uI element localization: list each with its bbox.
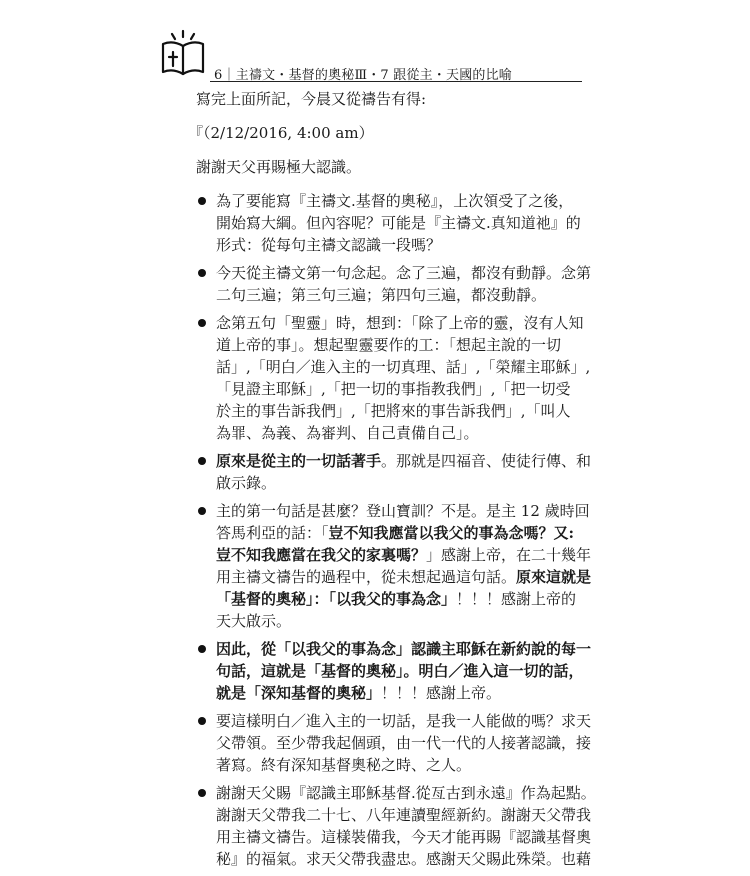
bullet-line — [216, 356, 591, 378]
bullet-dot-icon — [198, 645, 206, 653]
bullet-item — [196, 190, 580, 256]
bullet-line — [216, 262, 592, 284]
body-text: ！！！感謝上帝的 — [456, 590, 577, 608]
bullet-line — [216, 710, 592, 732]
bullet-item — [196, 638, 592, 704]
bullet-dot-icon — [198, 507, 206, 515]
bullet-line — [216, 754, 580, 776]
bullet-line — [216, 422, 580, 444]
body-text: 念第五句「聖靈」時，想到：「除了上帝的靈，沒有人知 — [216, 314, 584, 332]
body-text: ！！！感謝上帝。 — [381, 684, 502, 702]
body-text: 用主禱文禱告的過程中，從未想起過這句話。 — [216, 568, 517, 586]
body-text: 答馬利亞的話：「 — [216, 524, 329, 542]
bullet-line — [216, 732, 592, 754]
bullet-line — [216, 804, 592, 826]
body-text: 主的第一句話是甚麼？登山寶訓？不是。是主 12 歲時回 — [216, 502, 590, 520]
page-body — [188, 88, 596, 876]
bullet-line — [216, 660, 584, 682]
body-text: 秘』的福氣。求天父帶我盡忠。感謝天父賜此殊榮。也藉 — [216, 850, 592, 868]
bullet-line — [216, 334, 580, 356]
bullet-line — [216, 638, 592, 660]
bullet-line — [216, 312, 584, 334]
body-text: 於主的事告訴我們」,「把將來的事告訴我們」,「叫人 — [216, 402, 571, 420]
bullet-line — [216, 234, 580, 256]
bullet-line — [216, 566, 592, 588]
bullet-line — [216, 450, 592, 472]
bold-text: 豈不知我應當在我父的家裏嗎？ — [216, 546, 427, 564]
body-text: 啟示錄。 — [216, 474, 277, 492]
bold-text: 豈不知我應當以我父的事為念嗎？又: — [328, 524, 575, 542]
body-text: 著寫。終有深知基督奧秘之時、之人。 — [216, 756, 472, 774]
body-text: 父帶領。至少帶我起個頭，由一代一代的人接著認識，接 — [216, 734, 592, 752]
bold-text: 句話，這就是「基督的奧秘」。明白／進入這一切的話， — [216, 662, 584, 680]
bullet-list — [196, 190, 596, 870]
bullet-line — [216, 500, 590, 522]
body-text: 要這樣明白／進入主的一切話，是我一人能做的嗎？求天 — [216, 712, 592, 730]
page-header — [158, 28, 582, 84]
bullet-dot-icon — [198, 197, 206, 205]
bullet-line — [216, 522, 580, 544]
body-text: 開始寫大綱。但內容呢？可能是『主禱文.真知道祂』的 — [216, 214, 581, 232]
bullet-line — [216, 610, 580, 632]
bullet-line — [216, 190, 580, 212]
body-text: 。那就是四福音、使徒行傳、和 — [381, 452, 592, 470]
body-text: 形式：從每句主禱文認識一段嗎？ — [216, 236, 442, 254]
body-text: 為罪、為義、為審判、自己責備自己」。 — [216, 424, 479, 442]
bullet-item — [196, 312, 591, 444]
running-header: 6｜主禱文・基督的奧秘Ⅲ・7 跟從主・天國的比喻 — [214, 68, 513, 83]
bullet-line — [216, 284, 580, 306]
bullet-item — [196, 450, 592, 494]
bullet-line — [216, 212, 580, 234]
body-text: 「見證主耶穌」,「把一切的事指教我們」,「把一切受 — [216, 380, 571, 398]
bullet-dot-icon — [198, 319, 206, 327]
thanks-line: 謝謝天父再賜極大認識。 — [196, 158, 362, 176]
body-text: 謝謝天父帶我二十七、八年連讀聖經新約。謝謝天父帶我 — [216, 806, 592, 824]
bullet-line — [216, 848, 592, 870]
bullet-line — [216, 472, 580, 494]
bullet-dot-icon — [198, 457, 206, 465]
bullet-item — [196, 262, 592, 306]
bullet-dot-icon — [198, 717, 206, 725]
body-text: 今天從主禱文第一句念起。念了三遍，都沒有動靜。念第 — [216, 264, 592, 282]
bullet-dot-icon — [198, 269, 206, 277]
bullet-line — [216, 544, 592, 566]
bold-text: 就是「深知基督的奧秘」 — [216, 684, 382, 702]
bullet-line — [216, 588, 580, 610]
body-text: 用主禱文禱告。這樣裝備我，今天才能再賜『認識基督奧 — [216, 828, 592, 846]
bold-text: 原來這就是 — [516, 568, 592, 586]
body-text: 道上帝的事」。想起聖靈要作的工：「想起主說的一切 — [216, 336, 562, 354]
bullet-line — [216, 378, 580, 400]
bullet-item — [196, 782, 596, 870]
body-text: 為了要能寫『主禱文.基督的奧秘』，上次領受了之後， — [216, 192, 574, 210]
bullet-line — [216, 782, 596, 804]
bold-text: 因此，從「以我父的事為念」認識主耶穌在新約說的每一 — [216, 640, 592, 658]
bullet-line — [216, 682, 580, 704]
date-line: 『（2/12/2016, 4:00 am） — [188, 124, 374, 142]
bullet-line — [216, 400, 580, 422]
bold-text: 「基督的奧秘」：「以我父的事為念」 — [216, 590, 457, 608]
body-text: 謝謝天父賜『認識主耶穌基督.從亙古到永遠』作為起點。 — [216, 784, 596, 802]
bullet-item — [196, 500, 592, 632]
body-text: 話」,「明白／進入主的一切真理、話」,「榮耀主耶穌」, — [216, 358, 591, 376]
bullet-line — [216, 826, 592, 848]
body-text: 二句三遍；第三句三遍；第四句三遍，都沒動靜。 — [216, 286, 547, 304]
intro-line: 寫完上面所記，今晨又從禱告有得: — [196, 90, 427, 108]
open-bible-icon — [158, 28, 208, 78]
bullet-dot-icon — [198, 789, 206, 797]
bullet-item — [196, 710, 592, 776]
body-text: 」感謝上帝，在二十幾年 — [426, 546, 592, 564]
bold-text: 原來是從主的一切話著手 — [216, 452, 382, 470]
header-divider — [210, 81, 582, 82]
body-text: 天大啟示。 — [216, 612, 292, 630]
